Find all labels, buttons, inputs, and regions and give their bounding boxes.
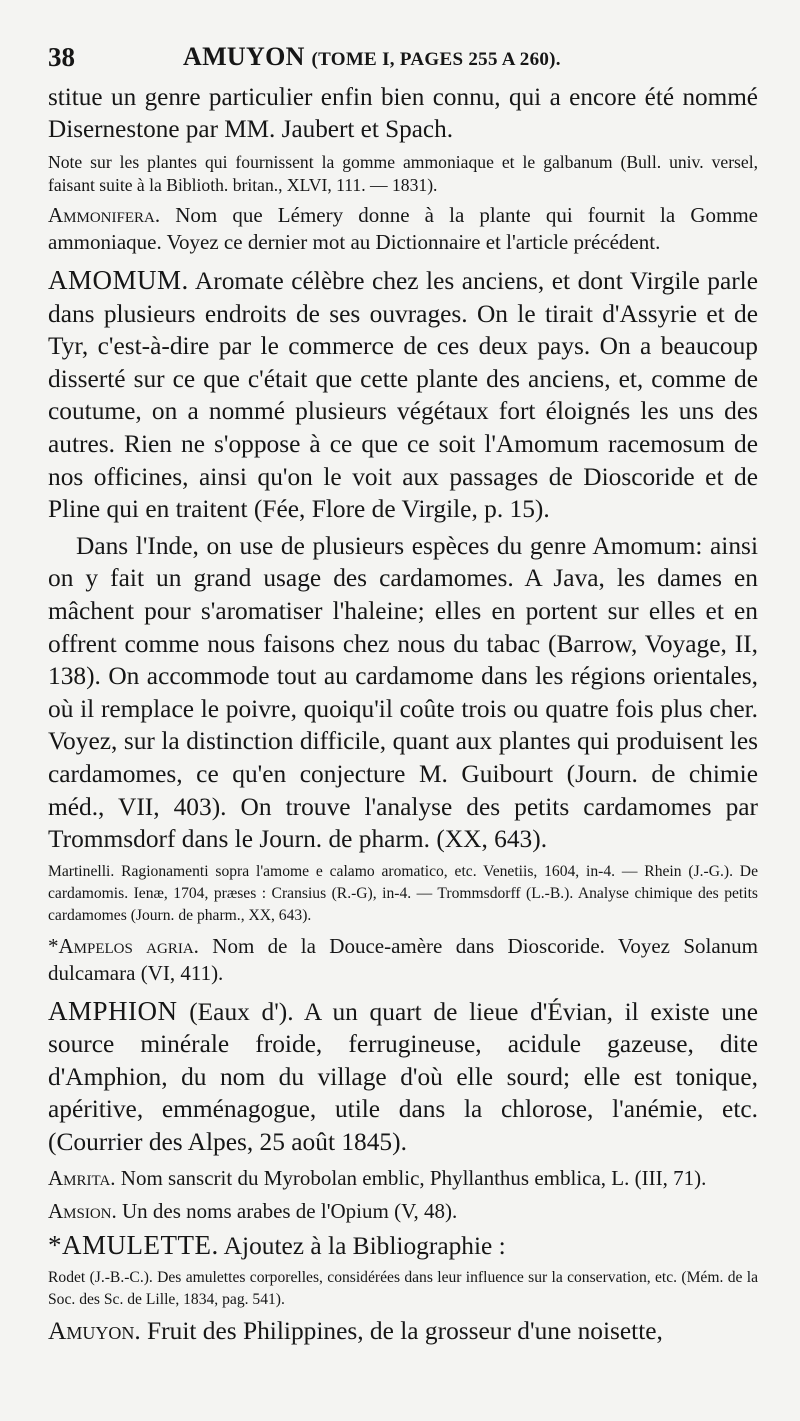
entry-headword: Amrita.	[48, 1165, 116, 1190]
entry-headword: Amuyon.	[48, 1317, 141, 1346]
entry-headword: AMPHION	[48, 995, 178, 1026]
entry-amomum	[48, 264, 758, 526]
paragraph-continuation: stitue un genre particulier enfin bien connu, qui a encore été nommé Disernestone par MM. Jaubert et Spach.	[48, 84, 758, 143]
bibliography-amulette: Rodet (J.-B.-C.). Des amulettes corporelles, considérées dans leur influence sur la conservation, etc. (Mém. de la Soc. des Sc. de Lille, 1834, pag. 541).	[48, 1269, 758, 1309]
entry-text: Aromate célèbre chez les anciens, et dont Virgile parle dans plusieurs endroits de ses ouvrages. On le tirait d'Assyrie et de Tyr, c'est-à-dire par le commerce de ces deux pays. On a beaucoup disserté sur ce que c'était que cette plante des anciens, et, comme de coutume, on a nommé plusieurs végétaux fort éloignés les uns des autres. Rien ne s'oppose à ce que ce soit l'Amomum racemosum de nos officines, ainsi qu'on le voit aux passages de Dioscoride et de Pline qui en traitent (Fée, Flore de Virgile, p. 15).	[48, 267, 758, 524]
entry-headword: AMOMUM.	[48, 265, 189, 295]
entry-amrita	[48, 1165, 758, 1192]
entry-ammonifera	[48, 202, 758, 256]
reference-note: Note sur les plantes qui fournissent la gomme ammoniaque et le galbanum (Bull. univ. versel, faisant suite à la Biblioth. britan., XLVI, 111. — 1831).	[48, 152, 758, 195]
entry-ampelos-agria	[48, 933, 758, 987]
entry-headword: *Ampelos agria.	[48, 933, 199, 958]
entry-amsion	[48, 1198, 758, 1225]
running-header	[48, 40, 758, 82]
entry-amuyon	[48, 1315, 758, 1348]
paragraph-inde: Dans l'Inde, on use de plusieurs espèces du genre Amomum: ainsi on y fait un grand usage des cardamomes. A Java, les dames en mâchent pour s'aromatiser l'haleine; elles en portent sur elles et en offrent comme nous faisons chez nous du tabac (Barrow, Voyage, II, 138). On accommode tout au cardamome dans les régions orientales, où il remplace le poivre, quoiqu'il coûte trois ou quatre fois plus cher. Voyez, sur la distinction difficile, quant aux plantes qui produisent les cardamomes, ce qu'en conjecture M. Guibourt (Journ. de chimie méd., VII, 403). On trouve l'analyse des petits cardamomes par Trommsdorf dans le Journ. de pharm. (XX, 643).	[48, 531, 758, 854]
running-head	[183, 42, 561, 72]
entry-text: Nom sanscrit du Myrobolan emblic, Phyllanthus emblica, L. (III, 71).	[120, 1165, 707, 1190]
entry-text: (Eaux d'). A un quart de lieue d'Évian, il existe une source minérale froide, ferrugineuse, acidule gazeuse, dite d'Amphion, du nom du village d'où elle sourd; elle est tonique, apéritive, emménagogue, utile dans la chlorose, l'anémie, etc. (Courrier des Alpes, 25 août 1845).	[48, 997, 758, 1157]
entry-headword: *AMULETTE.	[48, 1229, 219, 1260]
entry-text: Ajoutez à la Bibliographie :	[223, 1231, 506, 1260]
entry-headword: Ammonifera.	[48, 203, 161, 227]
entry-amphion	[48, 995, 758, 1159]
entry-text: Fruit des Philippines, de la grosseur d'une noisette,	[147, 1317, 663, 1346]
entry-text: Nom de la Douce-amère dans Dioscoride. Voyez Solanum dulcamara (VI, 411).	[48, 933, 759, 985]
entry-text: Nom que Lémery donne à la plante qui fournit la Gomme ammoniaque. Voyez ce dernier mot au Dictionnaire et l'article précédent.	[48, 203, 758, 254]
running-head-detail: (TOME I, PAGES 255 A 260).	[311, 49, 561, 70]
bibliography-amomum: Martinelli. Ragionamenti sopra l'amome e calamo aromatico, etc. Venetiis, 1604, in-4. — Rhein (J.-G.). De cardamomis. Ienæ, 1704, præses : Cransius (R.-G), in-4. — Trommsdorff (L.-B.). Analyse chimique des petits cardamomes (Journ. de pharm., XX, 643).	[48, 862, 758, 924]
page-number: 38	[48, 42, 75, 72]
entry-amulette	[48, 1229, 758, 1263]
document-page	[48, 40, 758, 1348]
running-head-word: AMUYON	[183, 42, 305, 71]
entry-text: Un des noms arabes de l'Opium (V, 48).	[122, 1198, 458, 1223]
entry-headword: Amsion.	[48, 1198, 117, 1223]
